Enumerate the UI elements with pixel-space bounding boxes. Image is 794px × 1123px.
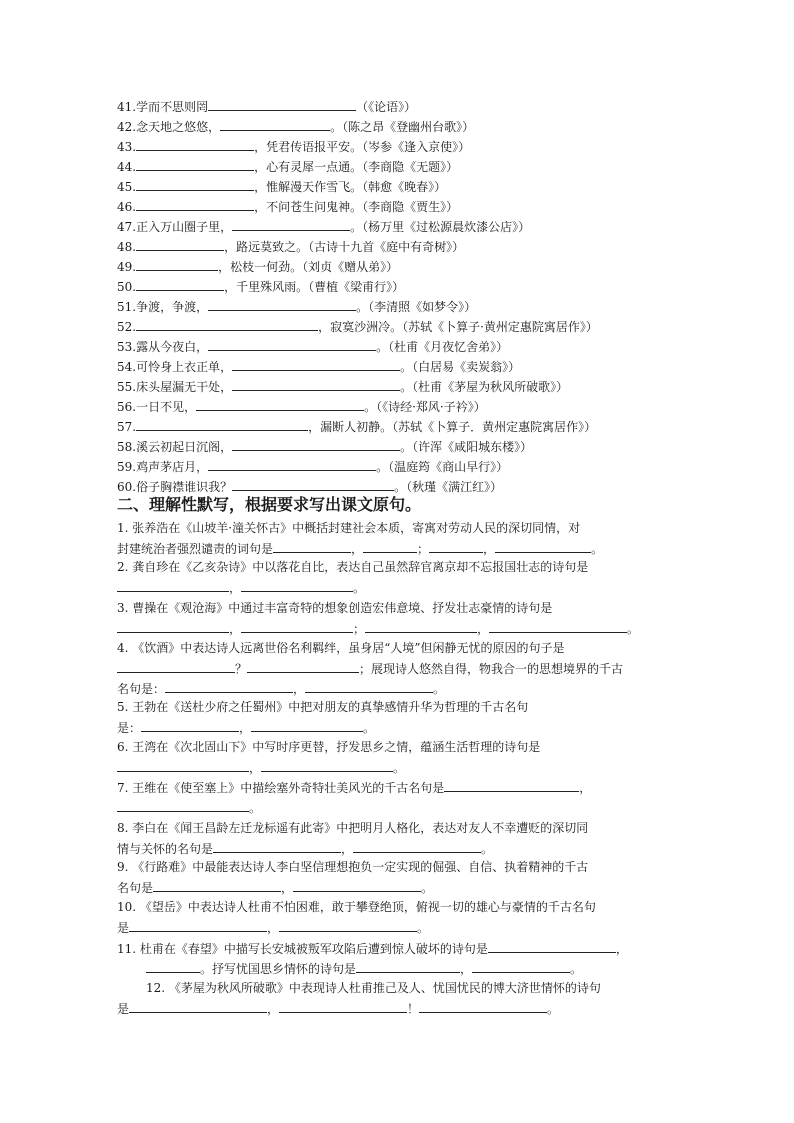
answer-blank[interactable] <box>117 759 249 772</box>
answer-blank[interactable] <box>444 779 579 792</box>
question-11-answer: 。抒写忧国思乡情怀的诗句是 ， 。 <box>146 960 582 977</box>
answer-blank[interactable] <box>279 1000 407 1013</box>
answer-blank[interactable] <box>261 759 393 772</box>
answer-blank[interactable] <box>232 378 400 391</box>
question-9-text: 9. 《行路难》中最能表达诗人李白坚信理想抱负一定实现的倔强、自信、执着精神的千古 <box>117 860 589 874</box>
item-55: 55.床头屋漏无干处， 。（杜甫《茅屋为秋风所破歌》） <box>117 380 569 394</box>
item-41: 41.学而不思则罔 （《论语》） <box>117 100 417 114</box>
answer-blank[interactable] <box>472 960 570 973</box>
question-1-answer: 封建统治者强烈谴责的词句是 ， ； ， 。 <box>117 542 604 556</box>
answer-blank[interactable] <box>117 579 229 592</box>
answer-blank[interactable] <box>117 620 229 633</box>
question-10-answer: 是 ， 。 <box>117 921 430 935</box>
answer-blank[interactable] <box>208 458 376 471</box>
answer-blank[interactable] <box>305 680 433 693</box>
item-52: 52. ，寂寞沙洲冷。（苏轼《卜算子·黄州定惠院寓居作》） <box>117 320 598 334</box>
item-48: 48. ，路远莫致之。（古诗十九首《庭中有奇树》） <box>117 240 465 254</box>
item-58: 58.溪云初起日沉阁， 。（许浑《咸阳城东楼》） <box>117 440 533 454</box>
answer-blank[interactable] <box>208 298 356 311</box>
answer-blank[interactable] <box>363 540 417 553</box>
answer-blank[interactable] <box>213 840 341 853</box>
answer-blank[interactable] <box>136 258 218 271</box>
question-12-text: 12. 《茅屋为秋风所破歌》中表现诗人杜甫推己及人、忧国忧民的博大济世情怀的诗句 <box>146 981 601 995</box>
question-11-text: 11. 杜甫在《春望》中描写长安城被叛军攻陷后遭到惊人破坏的诗句是 ， <box>117 942 628 956</box>
item-44: 44. ，心有灵犀一点通。（李商隐《无题》） <box>117 160 459 174</box>
answer-blank[interactable] <box>495 540 591 553</box>
answer-blank[interactable] <box>251 719 363 732</box>
answer-blank[interactable] <box>136 278 224 291</box>
answer-blank[interactable] <box>136 318 318 331</box>
answer-blank[interactable] <box>153 879 281 892</box>
question-10-text: 10. 《望岳》中表达诗人杜甫不怕困难，敢于攀登绝顶，俯视一切的雄心与豪情的千古名句 <box>117 900 596 914</box>
answer-blank[interactable] <box>196 398 364 411</box>
item-53: 53.露从今夜白， 。（杜甫《月夜忆舍弟》） <box>117 340 509 354</box>
question-3-answer: ， ； ， 。 <box>117 620 639 637</box>
answer-blank[interactable] <box>136 158 254 171</box>
answer-blank[interactable] <box>356 960 460 973</box>
question-2-answer: ， 。 <box>117 579 365 596</box>
item-54: 54.可怜身上衣正单， 。（白居易《卖炭翁》） <box>117 360 521 374</box>
answer-blank[interactable] <box>146 960 200 973</box>
question-6-answer: ， 。 <box>117 759 405 776</box>
question-4-answer-a: ？ ；展现诗人悠然自得，物我合一的思想境界的千古 <box>117 660 623 677</box>
item-57: 57. ，漏断人初静。（苏轼《卜算子．黄州定惠院寓居作》） <box>117 420 597 434</box>
answer-blank[interactable] <box>220 118 330 131</box>
answer-blank[interactable] <box>241 620 353 633</box>
answer-blank[interactable] <box>136 178 254 191</box>
item-56: 56.一日不见， 。（《诗经·郑风·子衿》） <box>117 400 486 414</box>
answer-blank[interactable] <box>129 1000 267 1013</box>
item-49: 49. ，松枝一何劲。（刘贞《赠从弟》） <box>117 260 399 274</box>
question-8-answer: 情与关怀的名句是 ， 。 <box>117 842 494 856</box>
answer-blank[interactable] <box>165 680 293 693</box>
answer-blank[interactable] <box>488 940 616 953</box>
answer-blank[interactable] <box>232 358 400 371</box>
answer-blank[interactable] <box>429 540 483 553</box>
answer-blank[interactable] <box>489 620 627 633</box>
answer-blank[interactable] <box>241 579 353 592</box>
answer-blank[interactable] <box>141 719 239 732</box>
answer-blank[interactable] <box>208 98 356 111</box>
answer-blank[interactable] <box>353 840 481 853</box>
section-heading: 二、理解性默写，根据要求写出课文原句。 <box>117 495 422 514</box>
answer-blank[interactable] <box>232 478 394 491</box>
item-51: 51.争渡，争渡， 。（李清照《如梦令》） <box>117 300 477 314</box>
answer-blank[interactable] <box>273 540 351 553</box>
answer-blank[interactable] <box>136 198 254 211</box>
answer-blank[interactable] <box>136 418 308 431</box>
question-12-answer: 是 ， ！ 。 <box>117 1002 560 1016</box>
answer-blank[interactable] <box>419 1000 547 1013</box>
question-5-text: 5. 王勃在《送杜少府之任蜀州》中把对朋友的真挚感情升华为哲理的千古名句 <box>117 700 529 714</box>
item-60: 60.俗子胸襟谁识我？ 。（秋瑾《满江红》） <box>117 480 503 494</box>
question-8-text: 8. 李白在《闻王昌龄左迁龙标遥有此寄》中把明月人格化，表达对友人不幸遭贬的深切同 <box>117 821 589 835</box>
question-5-answer: 是： ， 。 <box>117 721 376 735</box>
question-2-text: 2. 龚自珍在《乙亥杂诗》中以落花自比，表达自己虽然辞官离京却不忘报国壮志的诗句是 <box>117 560 589 574</box>
question-4-answer-b: 名句是： ， 。 <box>117 682 446 696</box>
answer-blank[interactable] <box>208 338 376 351</box>
answer-blank[interactable] <box>293 879 421 892</box>
item-46: 46. ，不问苍生问鬼神。（李商隐《贾生》） <box>117 200 459 214</box>
item-43: 43. ，凭君传语报平安。（岑参《逢入京使》） <box>117 140 471 154</box>
answer-blank[interactable] <box>136 238 224 251</box>
answer-blank[interactable] <box>117 660 235 673</box>
item-47: 47.正入万山圈子里， 。（杨万里《过松源晨炊漆公店》） <box>117 220 531 234</box>
item-45: 45. ，惟解漫天作雪飞。（韩愈《晚春》） <box>117 180 447 194</box>
answer-blank[interactable] <box>117 799 249 812</box>
question-9-answer: 名句是 ， 。 <box>117 881 434 895</box>
question-4-text: 4. 《饮酒》中表达诗人远离世俗名利羁绊，虽身居“人境”但闲静无忧的原因的句子是 <box>117 641 565 655</box>
answer-blank[interactable] <box>279 919 417 932</box>
answer-blank[interactable] <box>247 660 359 673</box>
question-1-text: 1. 张养浩在《山坡羊·潼关怀古》中概括封建社会本质，寄寓对劳动人民的深切同情，对 <box>117 521 581 535</box>
question-7-text: 7. 王维在《使至塞上》中描绘塞外奇特壮美风光的千古名句是 ， <box>117 781 592 795</box>
answer-blank[interactable] <box>232 218 350 231</box>
question-3-text: 3. 曹操在《观沧海》中通过丰富奇特的想象创造宏伟意境、抒发壮志豪情的诗句是 <box>117 601 553 615</box>
item-50: 50. ，千里殊风雨。（曹植《梁甫行》） <box>117 280 405 294</box>
item-59: 59.鸡声茅店月， 。（温庭筠《商山早行》） <box>117 460 509 474</box>
answer-blank[interactable] <box>232 438 400 451</box>
answer-blank[interactable] <box>365 620 477 633</box>
question-7-answer: 。 <box>117 799 261 816</box>
item-42: 42.念天地之悠悠， 。（陈之昂《登幽州台歌》） <box>117 120 475 134</box>
answer-blank[interactable] <box>129 919 267 932</box>
question-6-text: 6. 王湾在《次北固山下》中写时序更替，抒发思乡之情，蕴涵生活哲理的诗句是 <box>117 740 541 754</box>
answer-blank[interactable] <box>136 138 254 151</box>
